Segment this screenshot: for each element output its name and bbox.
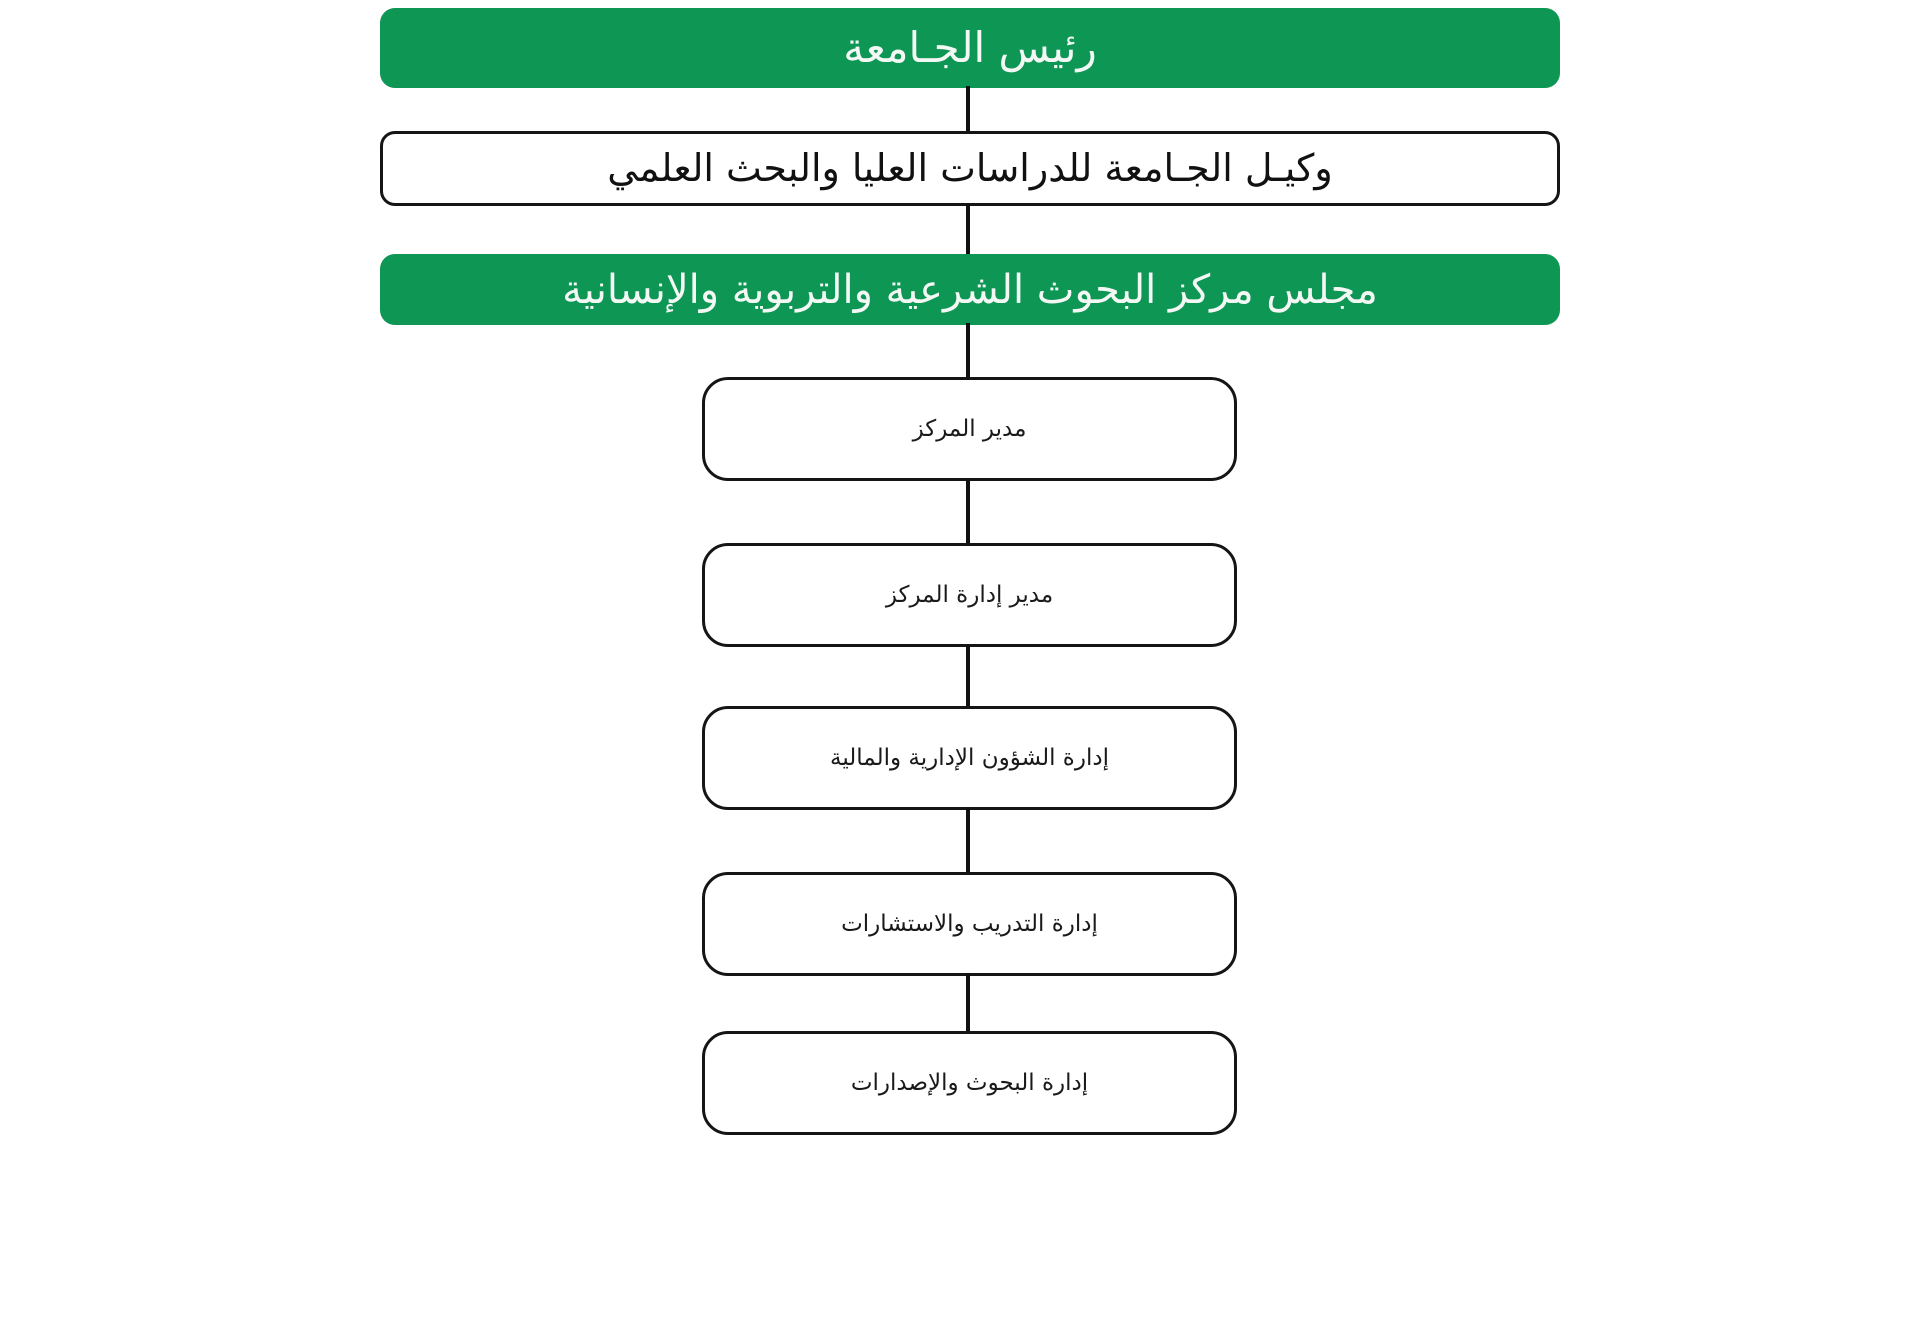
org-node-center-director: مدير المركز: [702, 377, 1237, 481]
connector-line-1: [966, 86, 970, 133]
org-node-training-consulting-dept: إدارة التدريب والاستشارات: [702, 872, 1237, 976]
org-node-admin-financial-affairs-dept: إدارة الشؤون الإدارية والمالية: [702, 706, 1237, 810]
connector-line-6: [966, 808, 970, 874]
connector-line-2: [966, 204, 970, 256]
org-node-center-admin-manager: مدير إدارة المركز: [702, 543, 1237, 647]
org-node-research-center-council: مجلس مركز البحوث الشرعية والتربوية والإنسانية: [380, 254, 1560, 325]
org-node-research-publications-dept: إدارة البحوث والإصدارات: [702, 1031, 1237, 1135]
connector-line-7: [966, 973, 970, 1033]
org-node-vice-president-graduate-studies: وكيـل الجـامعة للدراسات العليا والبحث العلمي: [380, 131, 1560, 206]
connector-line-4: [966, 479, 970, 545]
connector-line-5: [966, 645, 970, 708]
org-node-university-president: رئيس الجـامعة: [380, 8, 1560, 88]
connector-line-3: [966, 323, 970, 379]
